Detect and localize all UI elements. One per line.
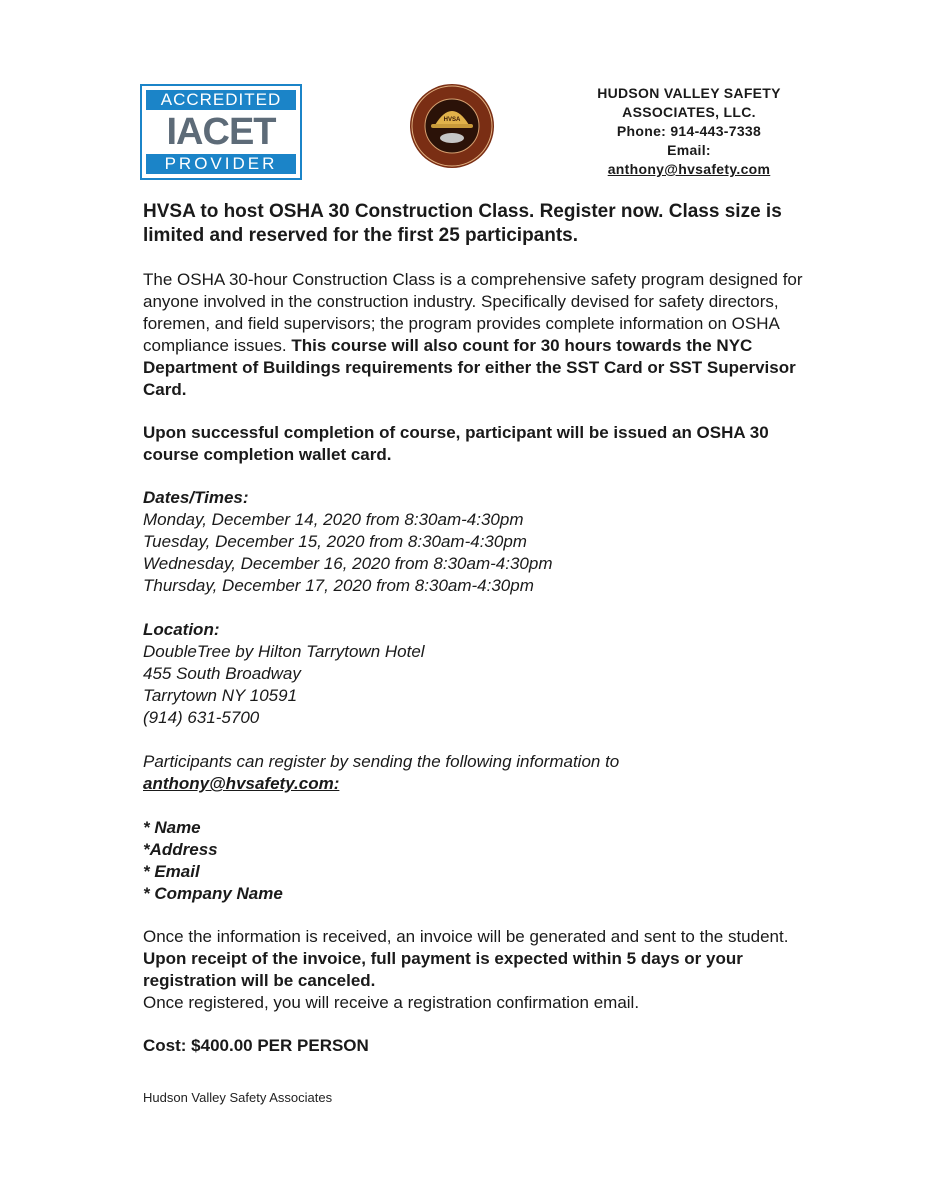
register-section — [143, 751, 803, 795]
dates-label: Dates/Times: — [143, 488, 249, 507]
location-section — [143, 619, 803, 729]
company-name-line1: HUDSON VALLEY SAFETY — [597, 85, 781, 101]
intro-text: The OSHA 30-hour Construction Class is a comprehensive safety program designed for anyone involved in the construction industry. Specifically devised for safety directors, foremen, and field supervisors; the program provides complete information on OSHA compliance issues. — [143, 270, 803, 355]
headline: HVSA to host OSHA 30 Construction Class. Register now. Class size is limited and reserved for the first 25 participants. — [143, 201, 782, 246]
list-item: * Email — [143, 862, 200, 881]
list-item: *Address — [143, 840, 218, 859]
confirmation-text: Once registered, you will receive a registration confirmation email. — [143, 993, 640, 1012]
intro-bold-text: This course will also count for 30 hours towards the NYC Department of Buildings requirements for either the SST Card or SST Supervisor Card. — [143, 336, 796, 399]
company-phone: Phone: 914-443-7338 — [616, 123, 762, 139]
footer-text: Hudson Valley Safety Associates — [143, 1090, 333, 1105]
company-email-link[interactable]: anthony@hvsafety.com — [607, 161, 771, 177]
invoice-text: Once the information is received, an invoice will be generated and sent to the student. — [143, 927, 789, 946]
hvsa-seal-logo — [409, 83, 495, 169]
company-name-line2: ASSOCIATES, LLC. — [622, 104, 756, 120]
date-item: Tuesday, December 15, 2020 from 8:30am-4:30pm — [143, 532, 527, 551]
location-label: Location: — [143, 620, 220, 639]
required-fields-list — [143, 817, 803, 905]
dates-section — [143, 487, 803, 597]
location-line: (914) 631-5700 — [143, 708, 260, 727]
iacet-provider-text: PROVIDER — [146, 154, 296, 174]
date-item: Monday, December 14, 2020 from 8:30am-4:30pm — [143, 510, 524, 529]
company-contact-block — [560, 84, 818, 179]
register-email-link[interactable]: anthony@hvsafety.com: — [143, 774, 340, 793]
invoice-paragraph — [143, 926, 803, 992]
iacet-logo — [140, 84, 302, 180]
date-item: Thursday, December 17, 2020 from 8:30am-4:30pm — [143, 576, 534, 595]
intro-paragraph — [143, 269, 803, 401]
main-content — [143, 200, 803, 1057]
location-line: 455 South Broadway — [143, 664, 301, 683]
invoice-bold-text: Upon receipt of the invoice, full payment is expected within 5 days or your registration will be canceled. — [143, 949, 743, 990]
register-text: Participants can register by sending the following information to — [143, 752, 620, 771]
list-item: * Name — [143, 818, 201, 837]
iacet-name: IACET — [166, 111, 276, 153]
iacet-accredited-text: ACCREDITED — [146, 90, 296, 110]
list-item: * Company Name — [143, 884, 283, 903]
svg-text:HVSA: HVSA — [443, 117, 461, 123]
completion-note: Upon successful completion of course, participant will be issued an OSHA 30 course completion wallet card. — [143, 423, 769, 464]
cost-text: Cost: $400.00 PER PERSON — [143, 1036, 369, 1055]
location-line: DoubleTree by Hilton Tarrytown Hotel — [143, 642, 425, 661]
location-line: Tarrytown NY 10591 — [143, 686, 298, 705]
company-email-label: Email: — [667, 142, 711, 158]
date-item: Wednesday, December 16, 2020 from 8:30am-4:30pm — [143, 554, 553, 573]
